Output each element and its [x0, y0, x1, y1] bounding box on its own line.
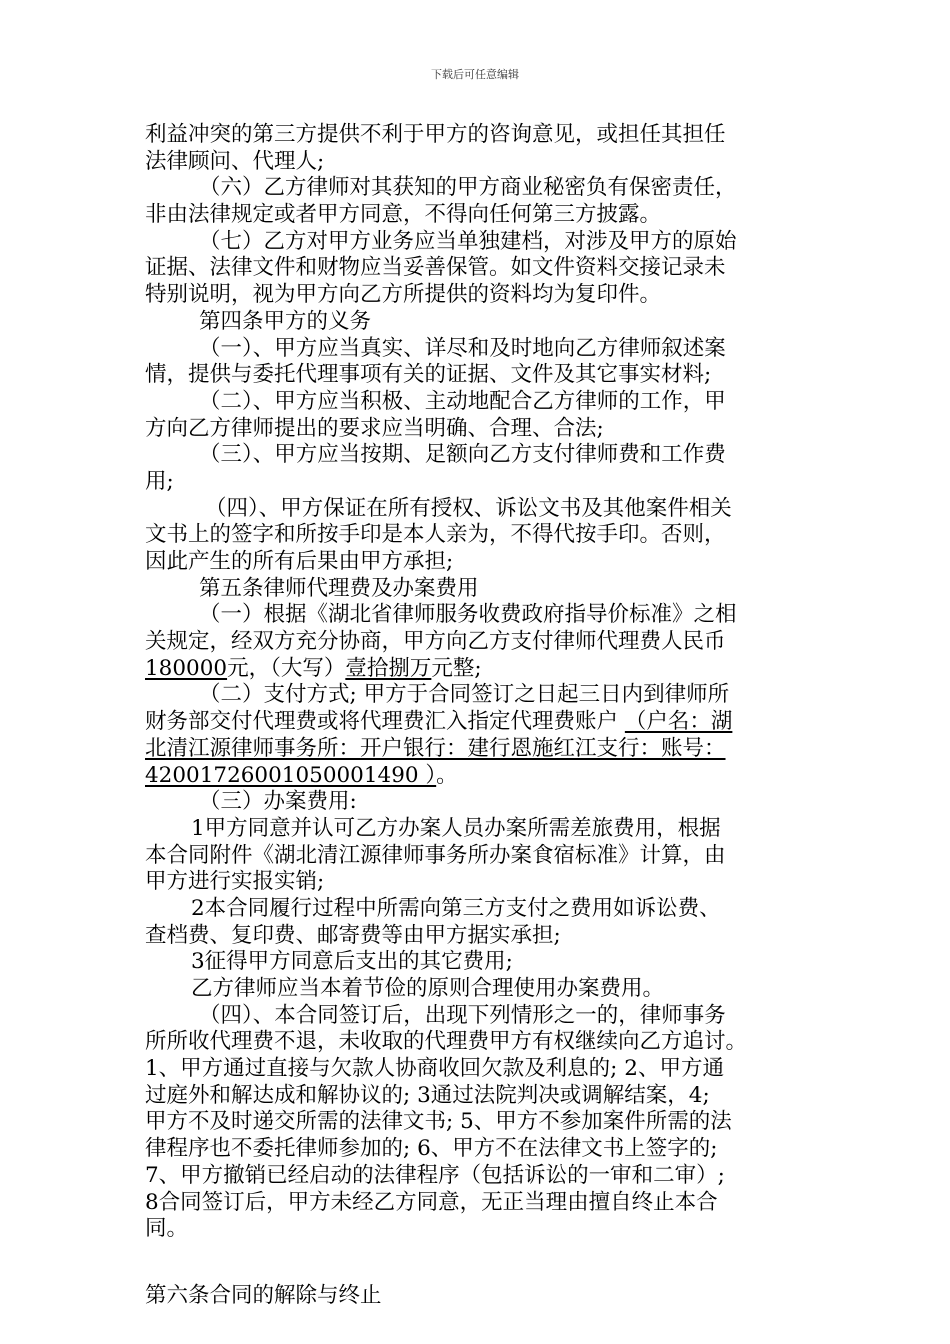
text-line: （三）办案费用: [199, 789, 357, 815]
text-line: 8合同签订后，甲方未经乙方同意，无正当理由擅自终止本合 [145, 1189, 718, 1215]
account-line [145, 763, 815, 790]
fee-text: 元，（大写） [227, 655, 346, 681]
article-5-heading: 第五条律师代理费及办案费用 [199, 575, 479, 601]
text-line: 1、甲方通过直接与欠款人协商收回欠款及利息的; 2、甲方通 [145, 1056, 724, 1082]
text-line: 同。 [145, 1216, 189, 1242]
text-line: 7、甲方撤销已经启动的法律程序（包括诉讼的一审和二审）; [145, 1162, 725, 1188]
text-line: 所所收代理费不退，未收取的代理费甲方有权继续向乙方追讨。 [145, 1029, 748, 1055]
text-line: 查档费、复印费、邮寄费等由甲方据实承担; [145, 922, 561, 948]
text-line: （七）乙方对甲方业务应当单独建档，对涉及甲方的原始 [199, 228, 737, 254]
text-line: （四）、本合同签订后，出现下列情形之一的，律师事务 [199, 1002, 726, 1028]
text-line: 证据、法律文件和财物应当妥善保管。如文件资料交接记录未 [145, 255, 726, 281]
text-line: （二）、甲方应当积极、主动地配合乙方律师的工作，甲 [199, 388, 726, 414]
text-line: 过庭外和解达成和解协议的; 3通过法院判决或调解结案，4; [145, 1082, 710, 1108]
text-line: （一）、甲方应当真实、详尽和及时地向乙方律师叙述案 [199, 335, 726, 361]
account-text: 财务部交付代理费或将代理费汇入指定代理费账户 [145, 709, 619, 735]
text-line: （二）支付方式; 甲方于合同签订之日起三日内到律师所 [199, 682, 730, 708]
page-header-note: 下载后可任意编辑 [431, 68, 519, 81]
spacer [145, 1243, 815, 1283]
text-line: 文书上的签字和所按手印是本人亲为，不得代按手印。否则， [145, 522, 726, 548]
fee-amount-upper: 壹拾捌万 [345, 655, 432, 681]
text-line: （三）、甲方应当按期、足额向乙方支付律师费和工作费 [199, 442, 726, 468]
account-name: （户名：湖 [624, 709, 733, 735]
account-line [145, 736, 815, 763]
document-body [145, 122, 815, 1310]
text-line: 甲方不及时递交所需的法律文书; 5、甲方不参加案件所需的法 [145, 1109, 732, 1135]
account-end: 。 [436, 762, 458, 788]
fee-amount: 180000 [145, 655, 228, 681]
text-line: 利益冲突的第三方提供不利于甲方的咨询意见，或担任其担任 [145, 122, 726, 147]
text-line: 本合同附件《湖北清江源律师事务所办案食宿标准》计算，由 [145, 842, 726, 868]
text-line: 乙方律师应当本着节俭的原则合理使用办案费用。 [191, 976, 665, 1001]
text-line: （四）、甲方保证在所有授权、诉讼文书及其他案件相关 [205, 495, 732, 521]
account-number: 42001726001050001490 ） [145, 762, 437, 788]
text-line: 关规定，经双方充分协商，甲方向乙方支付律师代理费人民币 [145, 629, 726, 655]
text-line: 非由法律规定或者甲方同意，不得向任何第三方披露。 [145, 202, 662, 228]
text-line: 2本合同履行过程中所需向第三方支付之费用如诉讼费、 [191, 895, 721, 921]
fee-text-end: 元整; [431, 655, 482, 681]
account-line [145, 709, 815, 736]
article-4-heading: 第四条甲方的义务 [199, 308, 372, 334]
text-line: 情，提供与委托代理事项有关的证据、文件及其它事实材料; [145, 362, 712, 388]
fee-amount-line [145, 656, 815, 683]
text-line: （六）乙方律师对其获知的甲方商业秘密负有保密责任， [199, 175, 737, 201]
account-bank: 北清江源律师事务所：开户银行：建行恩施红江支行：账号： [145, 735, 726, 761]
article-6-heading: 第六条合同的解除与终止 [145, 1282, 382, 1308]
text-line: （一）根据《湖北省律师服务收费政府指导价标准》之相 [199, 602, 737, 628]
text-line: 律程序也不委托律师参加的; 6、甲方不在法律文书上签字的; [145, 1136, 718, 1162]
text-line: 3征得甲方同意后支出的其它费用; [191, 949, 513, 975]
text-line: 法律顾问、代理人; [145, 148, 325, 174]
text-line: 用; [145, 468, 174, 494]
text-line: 因此产生的所有后果由甲方承担; [145, 549, 454, 574]
text-line: 方向乙方律师提出的要求应当明确、合理、合法; [145, 415, 604, 441]
text-line: 1甲方同意并认可乙方办案人员办案所需差旅费用，根据 [191, 815, 721, 841]
text-line: 特别说明，视为甲方向乙方所提供的资料均为复印件。 [145, 282, 662, 308]
text-line: 甲方进行实报实销; [145, 869, 325, 895]
